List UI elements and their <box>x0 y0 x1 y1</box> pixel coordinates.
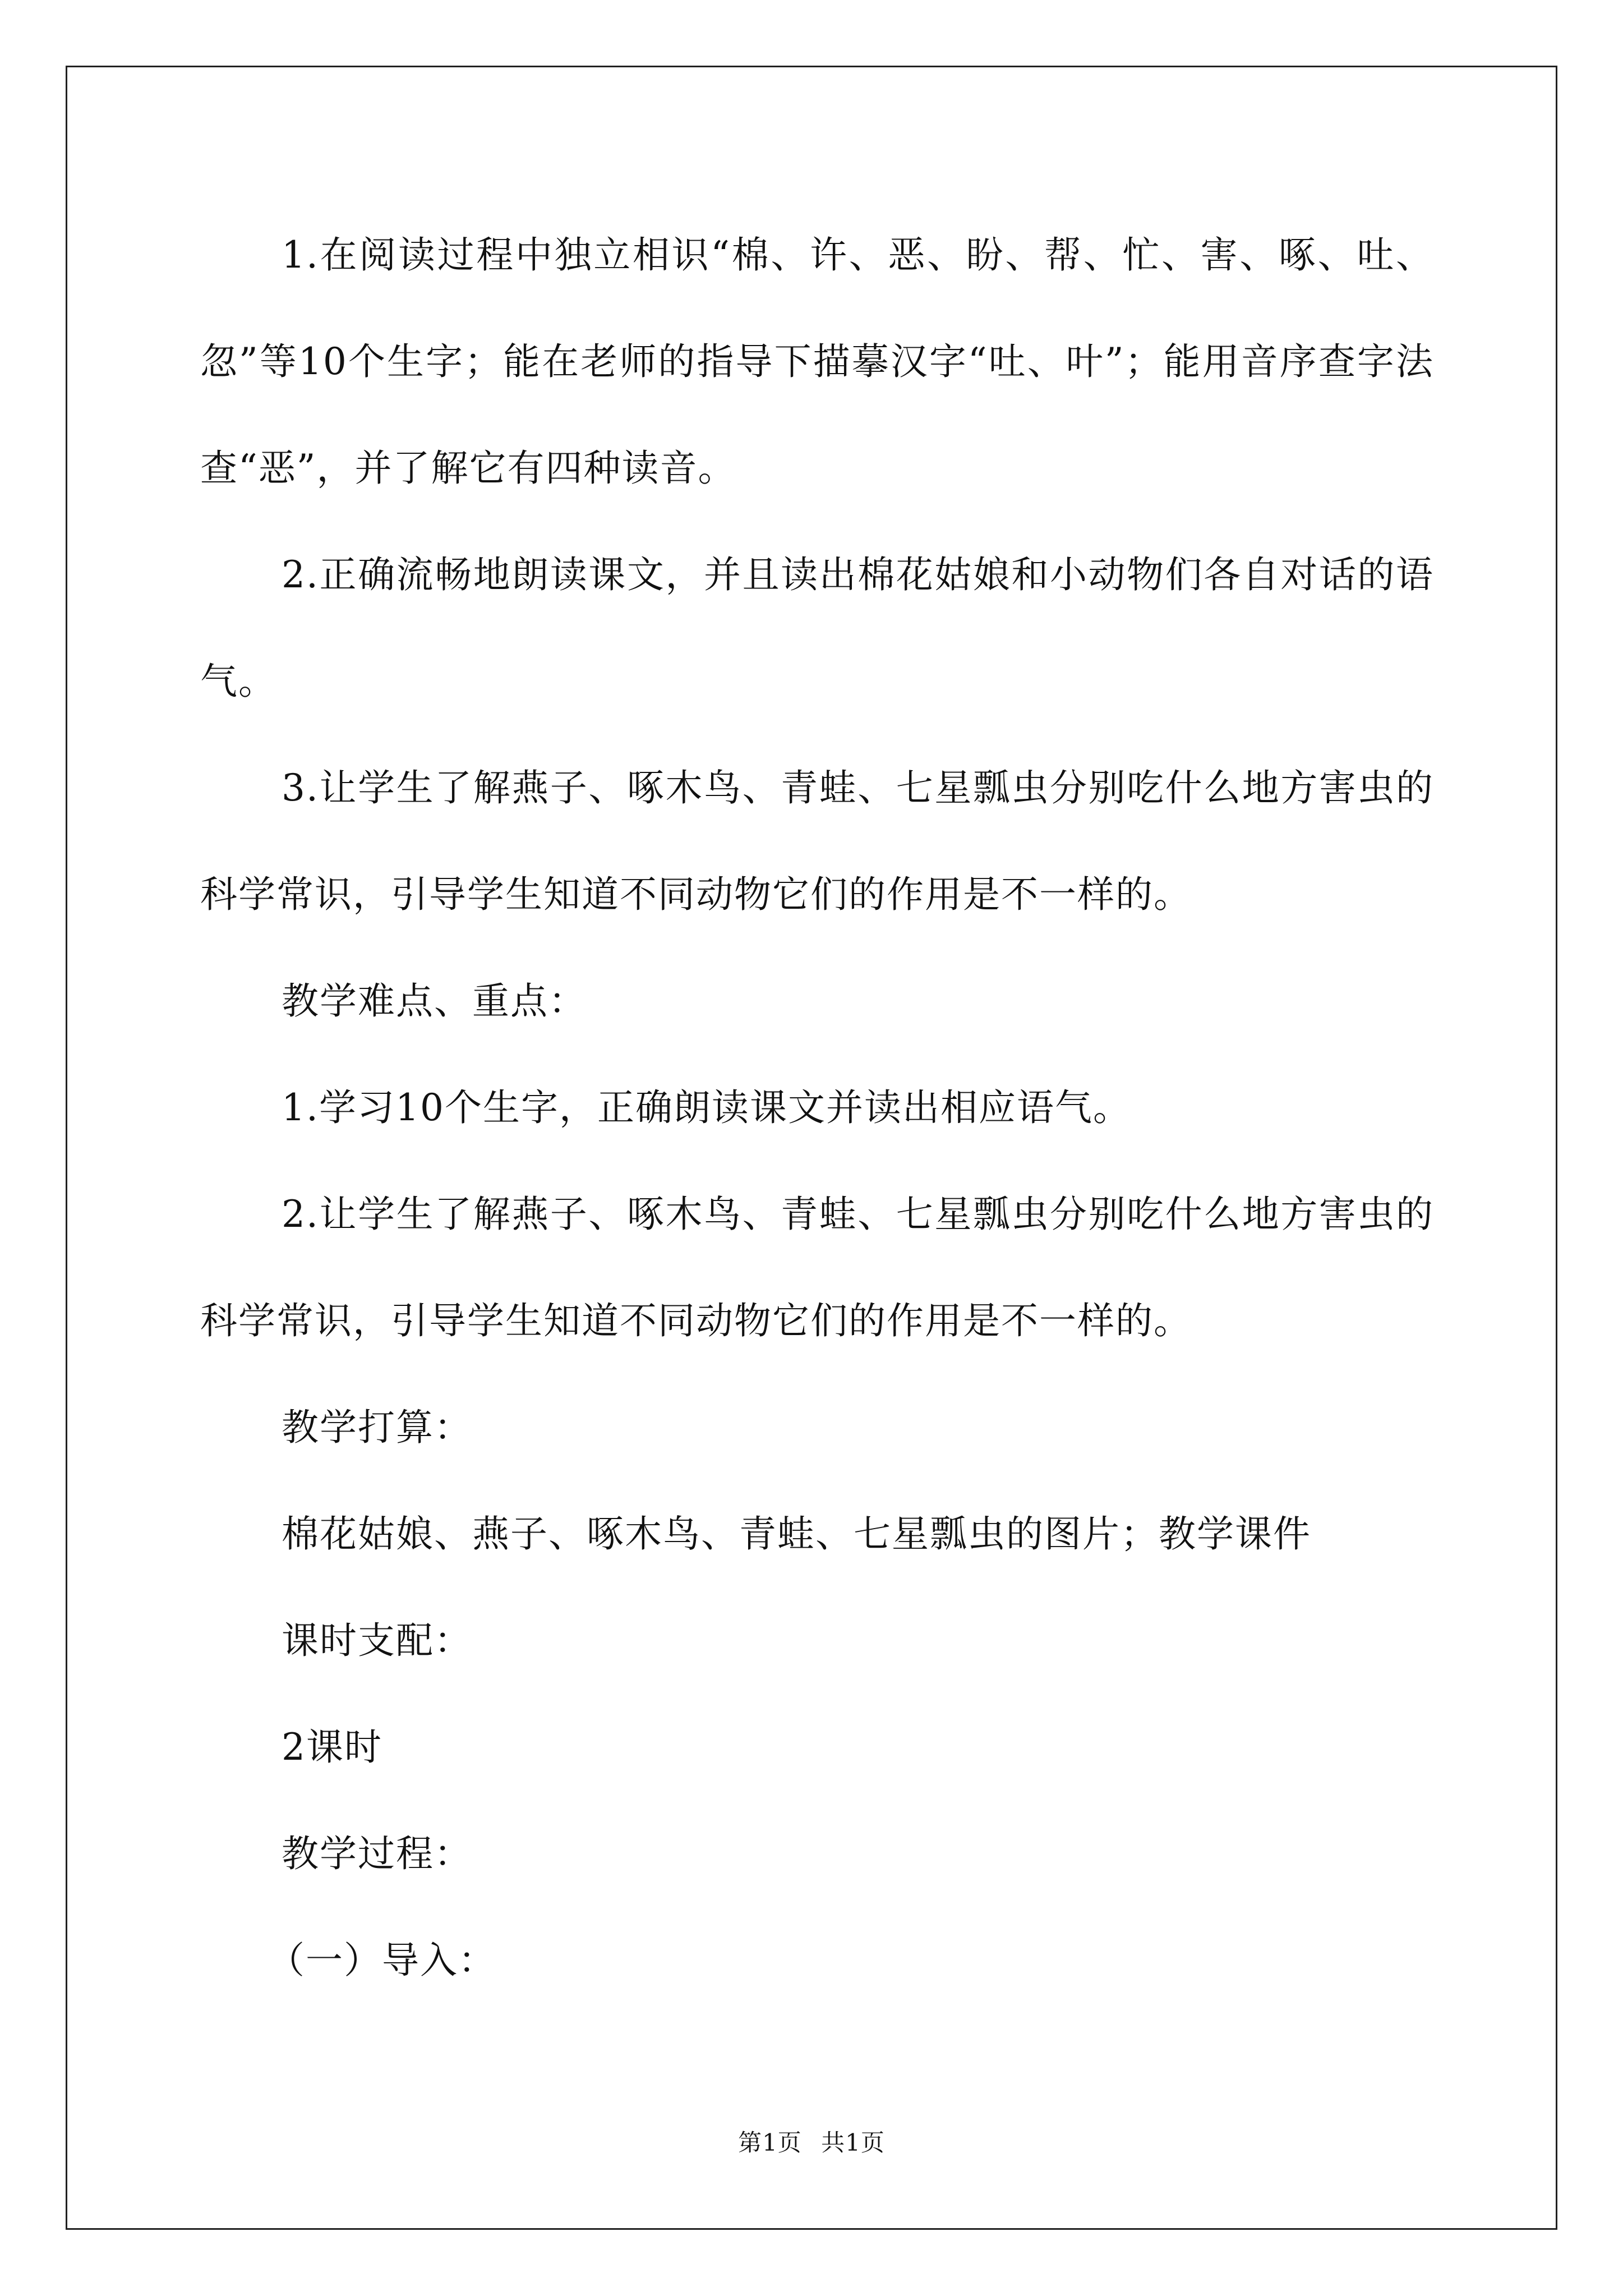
page-footer <box>0 2126 1623 2160</box>
schedule-paragraph: 2课时 <box>282 1726 382 1769</box>
objective-2-paragraph: 2.正确流畅地朗读课文，并且读出棉花姑娘和小动物们各自对话的语气。 <box>200 553 1434 703</box>
key-points-heading: 教学难点、重点： <box>282 979 587 1023</box>
schedule-heading: 课时支配： <box>282 1619 472 1662</box>
page-total: 共1页 <box>821 2129 885 2156</box>
preparation-heading: 教学打算： <box>282 1406 472 1449</box>
document-body <box>200 202 1434 2014</box>
objective-1-paragraph: 1.在阅读过程中独立相识“棉、许、恶、盼、帮、忙、害、啄、吐、忽”等10个生字；能在老师的指导下描摹汉字“吐、叶”；能用音序查字法查“恶”，并了解它有四种读音。 <box>200 233 1434 490</box>
key-point-2-paragraph: 2.让学生了解燕子、啄木鸟、青蛙、七星瓢虫分别吃什么地方害虫的科学常识，引导学生知道不同动物它们的作用是不一样的。 <box>200 1193 1434 1342</box>
objective-3-paragraph: 3.让学生了解燕子、啄木鸟、青蛙、七星瓢虫分别吃什么地方害虫的科学常识，引导学生知道不同动物它们的作用是不一样的。 <box>200 766 1434 916</box>
introduction-heading: （一）导入： <box>268 1939 496 1982</box>
preparation-paragraph: 棉花姑娘、燕子、啄木鸟、青蛙、七星瓢虫的图片；教学课件 <box>282 1512 1311 1556</box>
key-point-1-paragraph: 1.学习10个生字，正确朗读课文并读出相应语气。 <box>282 1086 1131 1129</box>
page-number: 第1页 <box>738 2129 802 2156</box>
process-heading: 教学过程： <box>282 1832 472 1875</box>
